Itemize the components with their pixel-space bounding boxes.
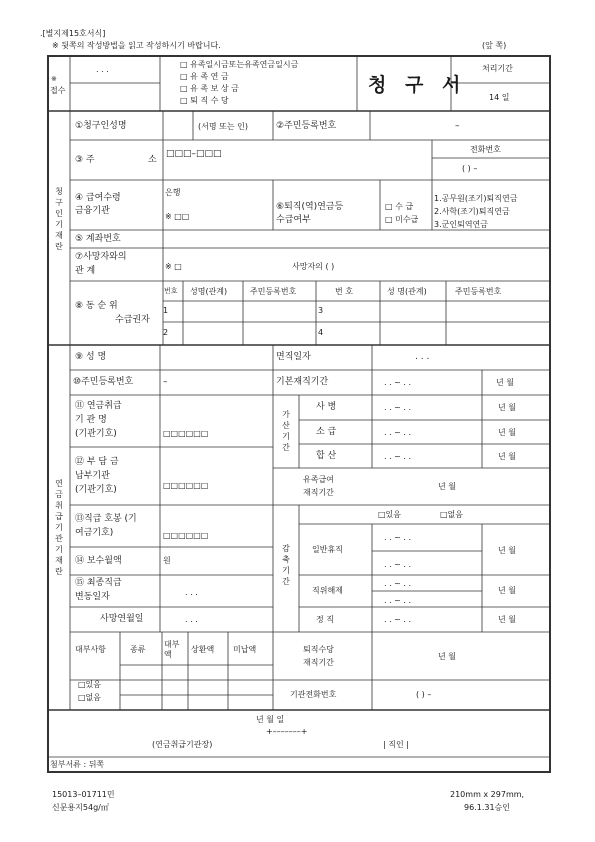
pension-section-label: 연금취급기관기재란 <box>55 479 63 576</box>
service-period-value[interactable]: . . ~ . . <box>384 378 412 387</box>
change-value[interactable]: . . . <box>185 588 198 597</box>
loan-col-info: 대부사항 <box>75 645 106 654</box>
heir-col-rrn-2: 주민등록번호 <box>455 287 502 296</box>
claimant-name-label: ①청구인성명 <box>75 121 127 131</box>
office-label-c: (기관기호) <box>75 429 117 439</box>
retire-option-not-receive[interactable]: □ 미수급 <box>385 215 419 224</box>
heir-col-no-2: 번 호 <box>335 287 353 296</box>
heir-row-1: 1 <box>163 306 169 315</box>
seal-label: | 직인 | <box>383 740 409 749</box>
reduce-range-3[interactable]: . . ~ . . <box>384 579 412 588</box>
reduce-row-dismiss: 직위해제 <box>312 586 343 595</box>
processing-period-value: 14 일 <box>489 93 510 102</box>
reduce-no[interactable]: □없음 <box>440 510 464 519</box>
change-label-b: 변동일자 <box>75 592 110 602</box>
bank-label-a: ④ 급여수령 <box>75 193 121 203</box>
additional-period-label: 가산기간 <box>282 410 290 452</box>
loan-col-type: 종류 <box>130 645 146 654</box>
relation-code[interactable]: ※ □ <box>165 262 182 271</box>
claim-type-3[interactable]: □ 유 족 보 상 금 <box>180 84 239 93</box>
heir-col-name-2: 성 명(관계) <box>387 287 427 296</box>
office-code[interactable]: □□□□□□ <box>163 429 209 438</box>
claimant-rrn-value[interactable]: – <box>455 121 460 131</box>
paper-size: 210mm x 297mm, <box>450 790 525 799</box>
survivor-period-unit: 년 월 <box>438 482 456 491</box>
add-row-soldier: 사 병 <box>316 402 337 412</box>
retire-pay-label-a: 퇴직수당 <box>303 645 334 654</box>
loan-col-repaid: 상환액 <box>191 645 215 654</box>
reduce-row-leave: 일반휴직 <box>312 545 343 554</box>
add-unit-2: 년 월 <box>498 428 516 437</box>
bank-label-b: 금융기관 <box>75 206 110 216</box>
pension-type-2: 2.사학(조기)퇴직연금 <box>434 207 510 216</box>
survivor-period-label-b: 재직기간 <box>303 488 334 497</box>
salary-unit: 원 <box>163 556 171 565</box>
add-range-2[interactable]: . . ~ . . <box>384 428 412 437</box>
bank-name[interactable]: 은행 <box>165 188 181 197</box>
grade-code[interactable]: □□□□□□ <box>163 531 209 540</box>
service-period-label: 기본재직기간 <box>276 377 329 387</box>
heir-row-3: 3 <box>318 306 324 315</box>
pension-type-3: 3.군인퇴역연금 <box>434 220 489 229</box>
retire-pension-label-b: 수급여부 <box>276 215 311 225</box>
exempt-date-value[interactable]: . . . <box>415 352 430 362</box>
loan-no[interactable]: □없음 <box>78 693 102 702</box>
reduce-range-4[interactable]: . . ~ . . <box>384 596 412 605</box>
deceased-rrn-value[interactable]: – <box>163 377 168 387</box>
relation-label-a: ⑦사망자와의 <box>75 252 127 262</box>
office-phone-value[interactable]: ( ) – <box>416 690 432 699</box>
salary-label: ⑭ 보수월액 <box>75 556 122 566</box>
office-label-b: 기 관 명 <box>75 415 107 425</box>
page-side: (앞 쪽) <box>482 41 507 50</box>
heir-row-2: 2 <box>163 328 169 337</box>
approval-date: 96.1.31승인 <box>464 803 510 812</box>
claimant-section-label: 청구인기재란 <box>55 187 63 251</box>
seal-bracket: +–––––––+ <box>266 727 308 736</box>
add-unit-1: 년 월 <box>498 403 516 412</box>
account-label: ⑤ 계좌번호 <box>75 234 121 244</box>
change-label-a: ⑮ 최종직급 <box>75 578 122 588</box>
paper-spec: 신문용지54g/㎡ <box>52 803 109 812</box>
add-range-1[interactable]: . . ~ . . <box>384 403 412 412</box>
reduction-period-label: 감축기간 <box>282 544 290 586</box>
retire-pension-label-a: ⑥퇴직(역)연금등 <box>276 202 344 212</box>
survivor-period-label-a: 유족급여 <box>303 475 334 484</box>
death-date-value[interactable]: . . . <box>185 615 198 624</box>
reduce-unit-1: 년 월 <box>498 546 516 555</box>
heir-label-b: 수급권자 <box>115 315 150 325</box>
sign-date: 년 월 일 <box>256 715 285 724</box>
claim-type-1[interactable]: □ 유족일시금또는유족연금일시금 <box>180 60 299 69</box>
burden-label-b: 납부기관 <box>75 471 110 481</box>
processing-period-label: 처리기간 <box>482 64 513 73</box>
loan-yes[interactable]: □있음 <box>78 680 102 689</box>
loan-col-unpaid: 미납액 <box>233 645 257 654</box>
add-range-3[interactable]: . . ~ . . <box>384 452 412 461</box>
heir-col-rrn: 주민등록번호 <box>250 287 297 296</box>
add-row-total: 합 산 <box>316 451 337 461</box>
issuer-label: (연금취급기관장) <box>152 740 213 749</box>
reduce-row-suspend: 정 직 <box>316 615 334 624</box>
receipt-label: 접수 <box>50 86 66 95</box>
deceased-name-label: ⑨ 성 명 <box>75 352 107 362</box>
address-postcode[interactable]: □□□–□□□ <box>166 149 222 159</box>
grade-label-a: ⑬직급 호봉 (기 <box>75 514 137 524</box>
phone-value[interactable]: ( ) – <box>462 164 478 173</box>
retire-option-receive[interactable]: □ 수 급 <box>385 202 414 211</box>
reduce-range-5[interactable]: . . ~ . . <box>384 615 412 624</box>
reduce-unit-3: 년 월 <box>498 615 516 624</box>
service-period-unit: 년 월 <box>496 378 514 387</box>
heir-label-a: ⑧ 동 순 위 <box>75 301 118 311</box>
add-unit-3: 년 월 <box>498 452 516 461</box>
form-code: 15013–01711민 <box>52 790 115 799</box>
reduce-range-1[interactable]: . . ~ . . <box>384 533 412 542</box>
notice-text: ※ 뒷쪽의 작성방법을 읽고 작성하시기 바랍니다. <box>52 41 221 50</box>
relation-label-b: 관 계 <box>75 266 96 276</box>
retire-pay-label-b: 재직기간 <box>303 658 334 667</box>
reduce-yes[interactable]: □있음 <box>378 510 402 519</box>
reduce-range-2[interactable]: . . ~ . . <box>384 560 412 569</box>
heir-row-4: 4 <box>318 328 324 337</box>
address-label-a: ③ 주 <box>75 155 95 165</box>
death-date-label: 사망연월일 <box>100 614 144 624</box>
sign-hint: (서명 또는 인) <box>198 122 248 131</box>
relation-note: 사망자의 ( ) <box>292 262 335 271</box>
attachment-note: 첨부서류 : 뒤쪽 <box>50 760 105 769</box>
form-number: .[별지제15호서식] <box>40 29 106 38</box>
loan-col-amount: 대부액 <box>164 640 180 659</box>
burden-code[interactable]: □□□□□□ <box>163 481 209 490</box>
claim-type-4[interactable]: □ 퇴 직 수 당 <box>180 96 229 105</box>
heir-col-no: 번호 <box>164 287 178 295</box>
bank-code[interactable]: ※ □□ <box>165 212 190 221</box>
office-phone-label: 기관전화번호 <box>290 690 337 699</box>
reduce-unit-2: 년 월 <box>498 586 516 595</box>
pension-type-1: 1.공무원(조기)퇴직연금 <box>434 194 518 203</box>
grade-label-b: 여금기호) <box>75 528 114 538</box>
exempt-date-label: 면직일자 <box>276 352 311 362</box>
receipt-mark: ※ <box>51 75 57 83</box>
add-row-retro: 소 급 <box>316 427 337 437</box>
burden-label-a: ⑫ 부 담 금 <box>75 457 119 467</box>
retire-pay-unit: 년 월 <box>438 652 456 661</box>
burden-label-c: (기관기호) <box>75 485 117 495</box>
phone-label: 전화번호 <box>470 145 501 154</box>
claim-type-2[interactable]: □ 유 족 연 금 <box>180 72 229 81</box>
receipt-date: . . . <box>96 65 109 74</box>
form-title: 청 구 서 <box>368 74 467 96</box>
heir-col-name: 성명(관계) <box>190 287 228 296</box>
claimant-rrn-label: ②주민등록번호 <box>276 121 337 131</box>
deceased-rrn-label: ⑩주민등록번호 <box>73 377 134 387</box>
office-label-a: ⑪ 연금취급 <box>75 401 122 411</box>
address-label-b: 소 <box>148 155 157 165</box>
